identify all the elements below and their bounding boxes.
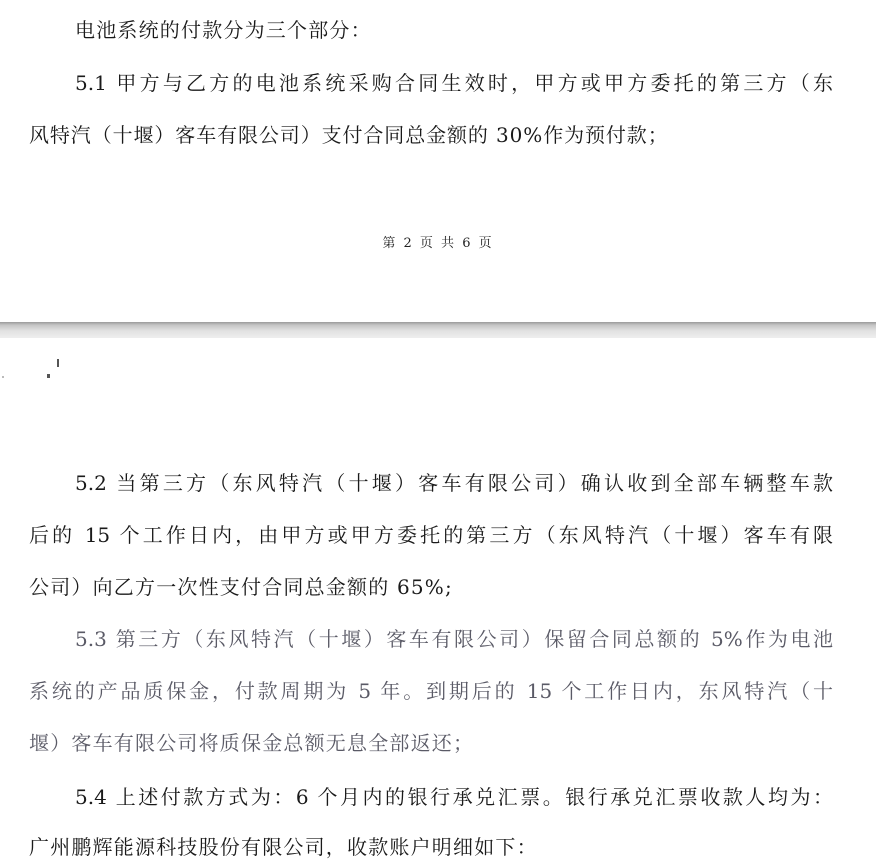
clause-5-4-line-1: 5.4 上述付款方式为：6 个月内的银行承兑汇票。银行承兑汇票收款人均为： bbox=[75, 785, 833, 809]
clause-5-4-line-2: 广州鹏辉能源科技股份有限公司，收款账户明细如下： bbox=[29, 835, 538, 859]
document-page-2 bbox=[0, 0, 876, 322]
page-separator bbox=[0, 322, 876, 338]
clause-5-2-line-1: 5.2 当第三方（东风特汽（十堰）客车有限公司）确认收到全部车辆整车款 bbox=[75, 471, 833, 495]
clause-5-2-line-3: 公司）向乙方一次性支付合同总金额的 65%; bbox=[29, 575, 453, 599]
clause-5-3-line-1: 5.3 第三方（东风特汽（十堰）客车有限公司）保留合同总额的 5%作为电池 bbox=[75, 627, 833, 651]
clause-5-3-line-3: 堰）客车有限公司将质保金总额无息全部返还； bbox=[29, 731, 475, 755]
clause-5-1-line-1: 5.1 甲方与乙方的电池系统采购合同生效时，甲方或甲方委托的第三方（东 bbox=[75, 71, 833, 95]
scan-speck-marks bbox=[40, 356, 70, 386]
payment-intro-text: 电池系统的付款分为三个部分： bbox=[75, 18, 372, 42]
clause-5-3-line-2: 系统的产品质保金，付款周期为 5 年。到期后的 15 个工作日内，东风特汽（十 bbox=[29, 679, 833, 703]
page-number-footer: 第 2 页 共 6 页 bbox=[382, 236, 494, 251]
clause-5-2-line-2: 后的 15 个工作日内，由甲方或甲方委托的第三方（东风特汽（十堰）客车有限 bbox=[29, 523, 833, 547]
clause-5-1-line-2: 风特汽（十堰）客车有限公司）支付合同总金额的 30%作为预付款； bbox=[29, 123, 669, 147]
